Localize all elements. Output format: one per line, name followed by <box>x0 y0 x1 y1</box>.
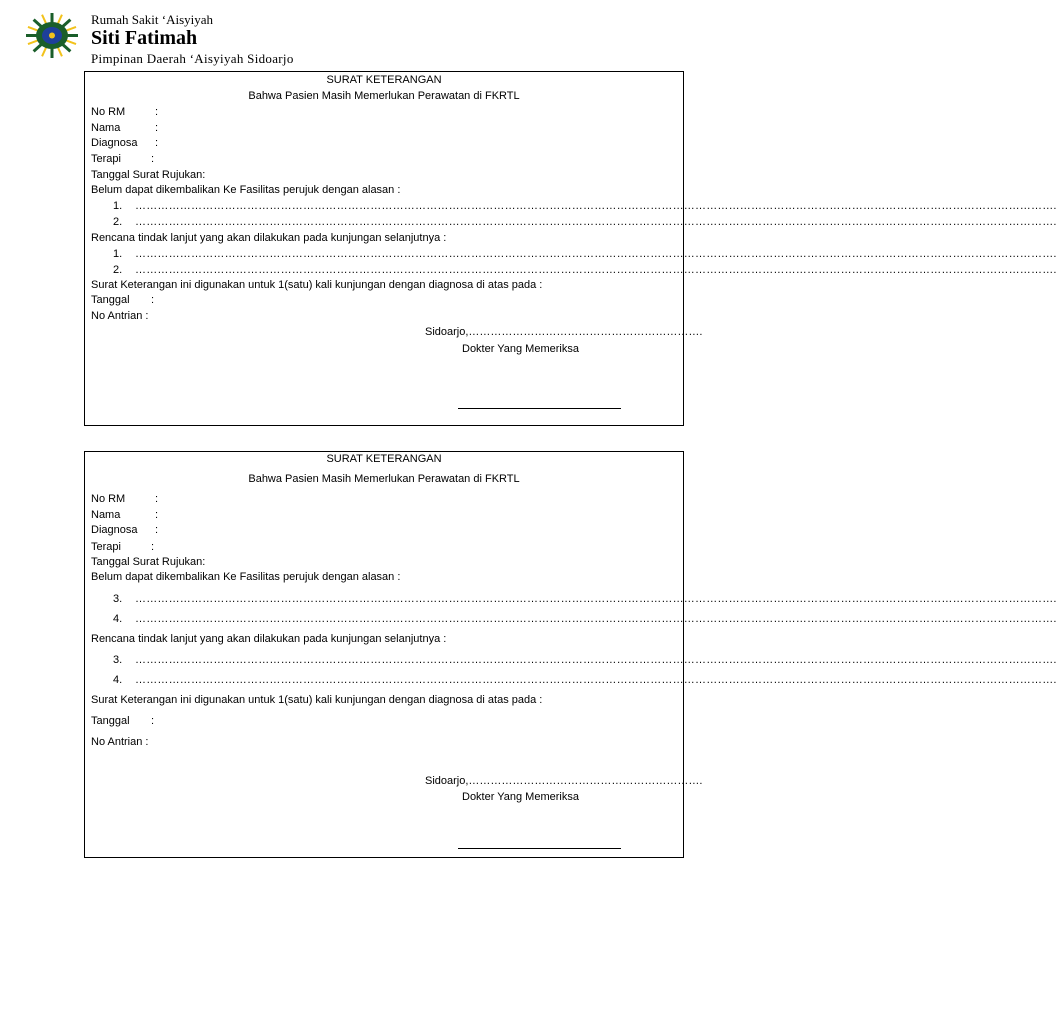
logo-ray <box>63 44 71 51</box>
signature-line[interactable] <box>458 848 621 849</box>
rencana-label: Rencana tindak lanjut yang akan dilakukan pada kunjungan selanjutnya : <box>91 633 447 645</box>
field-tanggal-rujukan[interactable]: Tanggal Surat Rujukan: <box>91 556 206 568</box>
field-no-antrian[interactable]: No Antrian : <box>91 736 149 748</box>
logo-ray <box>58 15 62 24</box>
alasan-label: Belum dapat dikembalikan Ke Fasilitas perujuk dengan alasan : <box>91 184 401 196</box>
certificate-form-2: SURAT KETERANGAN Bahwa Pasien Masih Memerlukan Perawatan di FKRTL No RM : Nama : Diagnosa : Terapi : Tanggal Surat Rujukan: Belum dapat dikembalikan Ke Fasilitas perujuk dengan alasan : 3. …………………………………………………………………………………………………………………………………………………………………………………………………………………………. 4. …………………………………………………………………………………………………………………………………………………………………………………………………………………………. Rencana tindak lanjut yang akan dilakukan pada kunjungan selanjutnya : 3. …………………………………………………………………………………………………………………………………………………………………………………………………………………………. 4. …………………………………………………………………………………………………………………………………………………………………………………………………………………………. Surat Keterangan ini digunakan untuk 1(satu) kali kunjungan dengan diagnosa di atas pada : Tanggal : No Antrian : Sidoarjo,………………………………………………………. Dokter Yang Memeriksa <box>84 451 684 858</box>
form-title: SURAT KETERANGAN <box>326 74 442 86</box>
form-subtitle: Bahwa Pasien Masih Memerlukan Perawatan di FKRTL <box>248 473 520 485</box>
place-date[interactable]: Sidoarjo,………………………………………………………. <box>425 326 703 338</box>
doctor-label: Dokter Yang Memeriksa <box>462 343 579 355</box>
logo-ray <box>42 47 46 56</box>
hospital-name: Siti Fatimah <box>91 27 198 49</box>
place-date[interactable]: Sidoarjo,………………………………………………………. <box>425 775 703 787</box>
validity-text: Surat Keterangan ini digunakan untuk 1(satu) kali kunjungan dengan diagnosa di atas pada : <box>91 279 543 291</box>
hospital-organization: Pimpinan Daerah ‘Aisyiyah Sidoarjo <box>91 51 294 66</box>
logo-ray <box>34 44 42 51</box>
validity-text: Surat Keterangan ini digunakan untuk 1(satu) kali kunjungan dengan diagnosa di atas pada : <box>91 694 543 706</box>
logo-ray <box>34 20 42 27</box>
logo-ray <box>63 20 71 27</box>
certificate-form-1: SURAT KETERANGAN Bahwa Pasien Masih Memerlukan Perawatan di FKRTL No RM : Nama : Diagnosa : Terapi : Tanggal Surat Rujukan: Belum dapat dikembalikan Ke Fasilitas perujuk dengan alasan : 1. …………………………………………………………………………………………………………………………………………………………………………………………………………………………. 2. …………………………………………………………………………………………………………………………………………………………………………………………………………………………. Rencana tindak lanjut yang akan dilakukan pada kunjungan selanjutnya : 1. …………………………………………………………………………………………………………………………………………………………………………………………………………………………. 2. …………………………………………………………………………………………………………………………………………………………………………………………………………………………. Surat Keterangan ini digunakan untuk 1(satu) kali kunjungan dengan diagnosa di atas pada : Tanggal : No Antrian : Sidoarjo,………………………………………………………. Dokter Yang Memeriksa <box>84 71 684 426</box>
logo-ray <box>66 27 76 31</box>
field-tanggal-rujukan[interactable]: Tanggal Surat Rujukan: <box>91 169 206 181</box>
logo-ray <box>66 40 76 44</box>
form-subtitle: Bahwa Pasien Masih Memerlukan Perawatan di FKRTL <box>248 90 520 102</box>
logo-ray <box>58 47 62 56</box>
aisyiyah-sun-logo-icon <box>25 12 79 59</box>
logo-ray <box>28 27 38 31</box>
doctor-label: Dokter Yang Memeriksa <box>462 791 579 803</box>
form-title: SURAT KETERANGAN <box>326 453 442 465</box>
hospital-type-label: Rumah Sakit ‘Aisyiyah <box>91 12 214 27</box>
signature-line[interactable] <box>458 408 621 409</box>
field-no-antrian[interactable]: No Antrian : <box>91 310 149 322</box>
logo-ray <box>28 40 38 44</box>
logo-ray <box>42 15 46 24</box>
rencana-label: Rencana tindak lanjut yang akan dilakukan pada kunjungan selanjutnya : <box>91 232 447 244</box>
alasan-label: Belum dapat dikembalikan Ke Fasilitas perujuk dengan alasan : <box>91 571 401 583</box>
